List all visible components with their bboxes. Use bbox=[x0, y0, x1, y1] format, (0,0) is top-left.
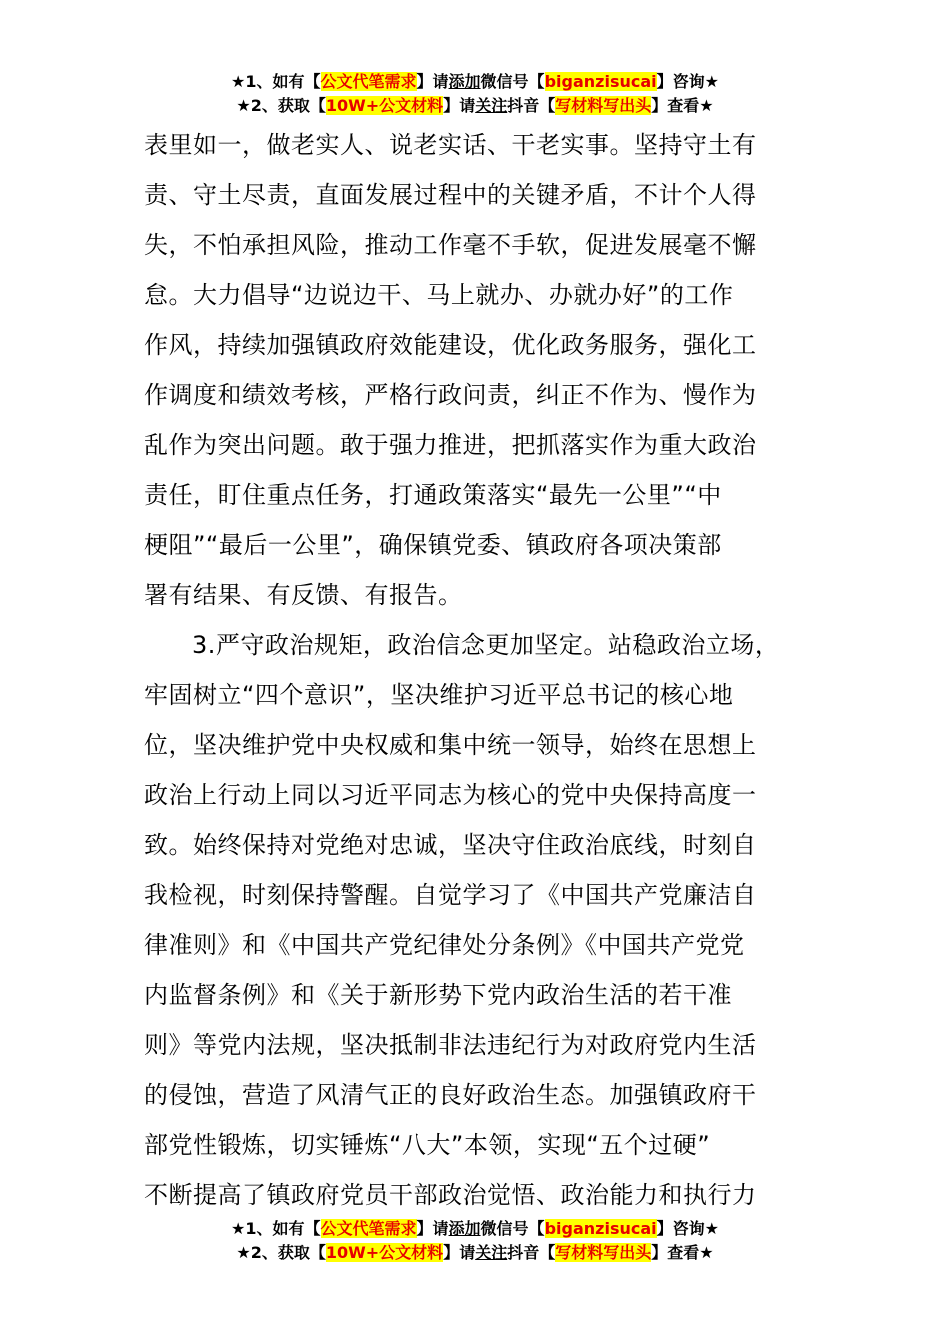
body-line: 作调度和绩效考核，严格行政问责，纠正不作为、慢作为 bbox=[144, 381, 757, 409]
body-line: 作风，持续加强镇政府效能建设，优化政务服务，强化工 bbox=[144, 331, 757, 359]
body-line: 署有结果、有反馈、有报告。 bbox=[144, 581, 463, 609]
footer-banner bbox=[0, 1217, 950, 1265]
body-line: 的侵蚀，营造了风清气正的良好政治生态。加强镇政府干 bbox=[144, 1081, 757, 1109]
header-banner-line-2: ★2、获取【10W+公文材料】请关注抖音【写材料写出头】查看★ bbox=[236, 96, 714, 115]
header-highlight-materials: 10W+公文材料 bbox=[325, 96, 444, 115]
body-line: 致。始终保持对党绝对忠诚，坚决守住政治底线，时刻自 bbox=[144, 831, 757, 859]
footer-banner-line-2: ★2、获取【10W+公文材料】请关注抖音【写材料写出头】查看★ bbox=[236, 1243, 714, 1262]
body-line: 失，不怕承担风险，推动工作毫不手软，促进发展毫不懈 bbox=[144, 231, 757, 259]
body-line: 责任，盯住重点任务，打通政策落实“最先一公里”“中 bbox=[144, 481, 722, 509]
body-line: 怠。大力倡导“边说边干、马上就办、办就办好”的工作 bbox=[144, 281, 734, 309]
header-highlight-service: 公文代笔需求 bbox=[320, 72, 417, 91]
header-highlight-wechat-id: biganzisucai bbox=[544, 72, 657, 91]
body-line: 责、守土尽责，直面发展过程中的关键矛盾，不计个人得 bbox=[144, 181, 757, 209]
footer-highlight-douyin: 写材料写出头 bbox=[555, 1243, 652, 1262]
body-line: 部党性锻炼，切实锤炼“八大”本领，实现“五个过硬” bbox=[144, 1131, 711, 1159]
body-line: 牢固树立“四个意识”，坚决维护习近平总书记的核心地 bbox=[144, 681, 734, 709]
body-line: 乱作为突出问题。敢于强力推进，把抓落实作为重大政治 bbox=[144, 431, 757, 459]
body-line: 律准则》和《中国共产党纪律处分条例》《中国共产党党 bbox=[144, 931, 745, 959]
body-line: 位，坚决维护党中央权威和集中统一领导，始终在思想上 bbox=[144, 731, 757, 759]
header-highlight-douyin: 写材料写出头 bbox=[555, 96, 652, 115]
header-banner bbox=[0, 70, 950, 118]
body-line: 梗阻”“最后一公里”，确保镇党委、镇政府各项决策部 bbox=[144, 531, 722, 559]
body-line: 我检视，时刻保持警醒。自觉学习了《中国共产党廉洁自 bbox=[144, 881, 757, 909]
header-banner-line-1: ★1、如有【公文代笔需求】请添加微信号【biganzisucai】咨询★ bbox=[231, 72, 719, 91]
body-line: 政治上行动上同以习近平同志为核心的党中央保持高度一 bbox=[144, 781, 757, 809]
footer-highlight-service: 公文代笔需求 bbox=[320, 1219, 417, 1238]
footer-highlight-materials: 10W+公文材料 bbox=[325, 1243, 444, 1262]
document-body bbox=[144, 120, 808, 1220]
section-heading-line: 3.严守政治规矩，政治信念更加坚定。站稳政治立场， bbox=[192, 631, 780, 659]
body-line: 不断提高了镇政府党员干部政治觉悟、政治能力和执行力 bbox=[144, 1181, 757, 1209]
footer-banner-line-1: ★1、如有【公文代笔需求】请添加微信号【biganzisucai】咨询★ bbox=[231, 1219, 719, 1238]
body-line: 表里如一，做老实人、说老实话、干老实事。坚持守土有 bbox=[144, 131, 757, 159]
footer-highlight-wechat-id: biganzisucai bbox=[544, 1219, 657, 1238]
body-line: 内监督条例》和《关于新形势下党内政治生活的若干准 bbox=[144, 981, 732, 1009]
body-line: 则》等党内法规，坚决抵制非法违纪行为对政府党内生活 bbox=[144, 1031, 757, 1059]
